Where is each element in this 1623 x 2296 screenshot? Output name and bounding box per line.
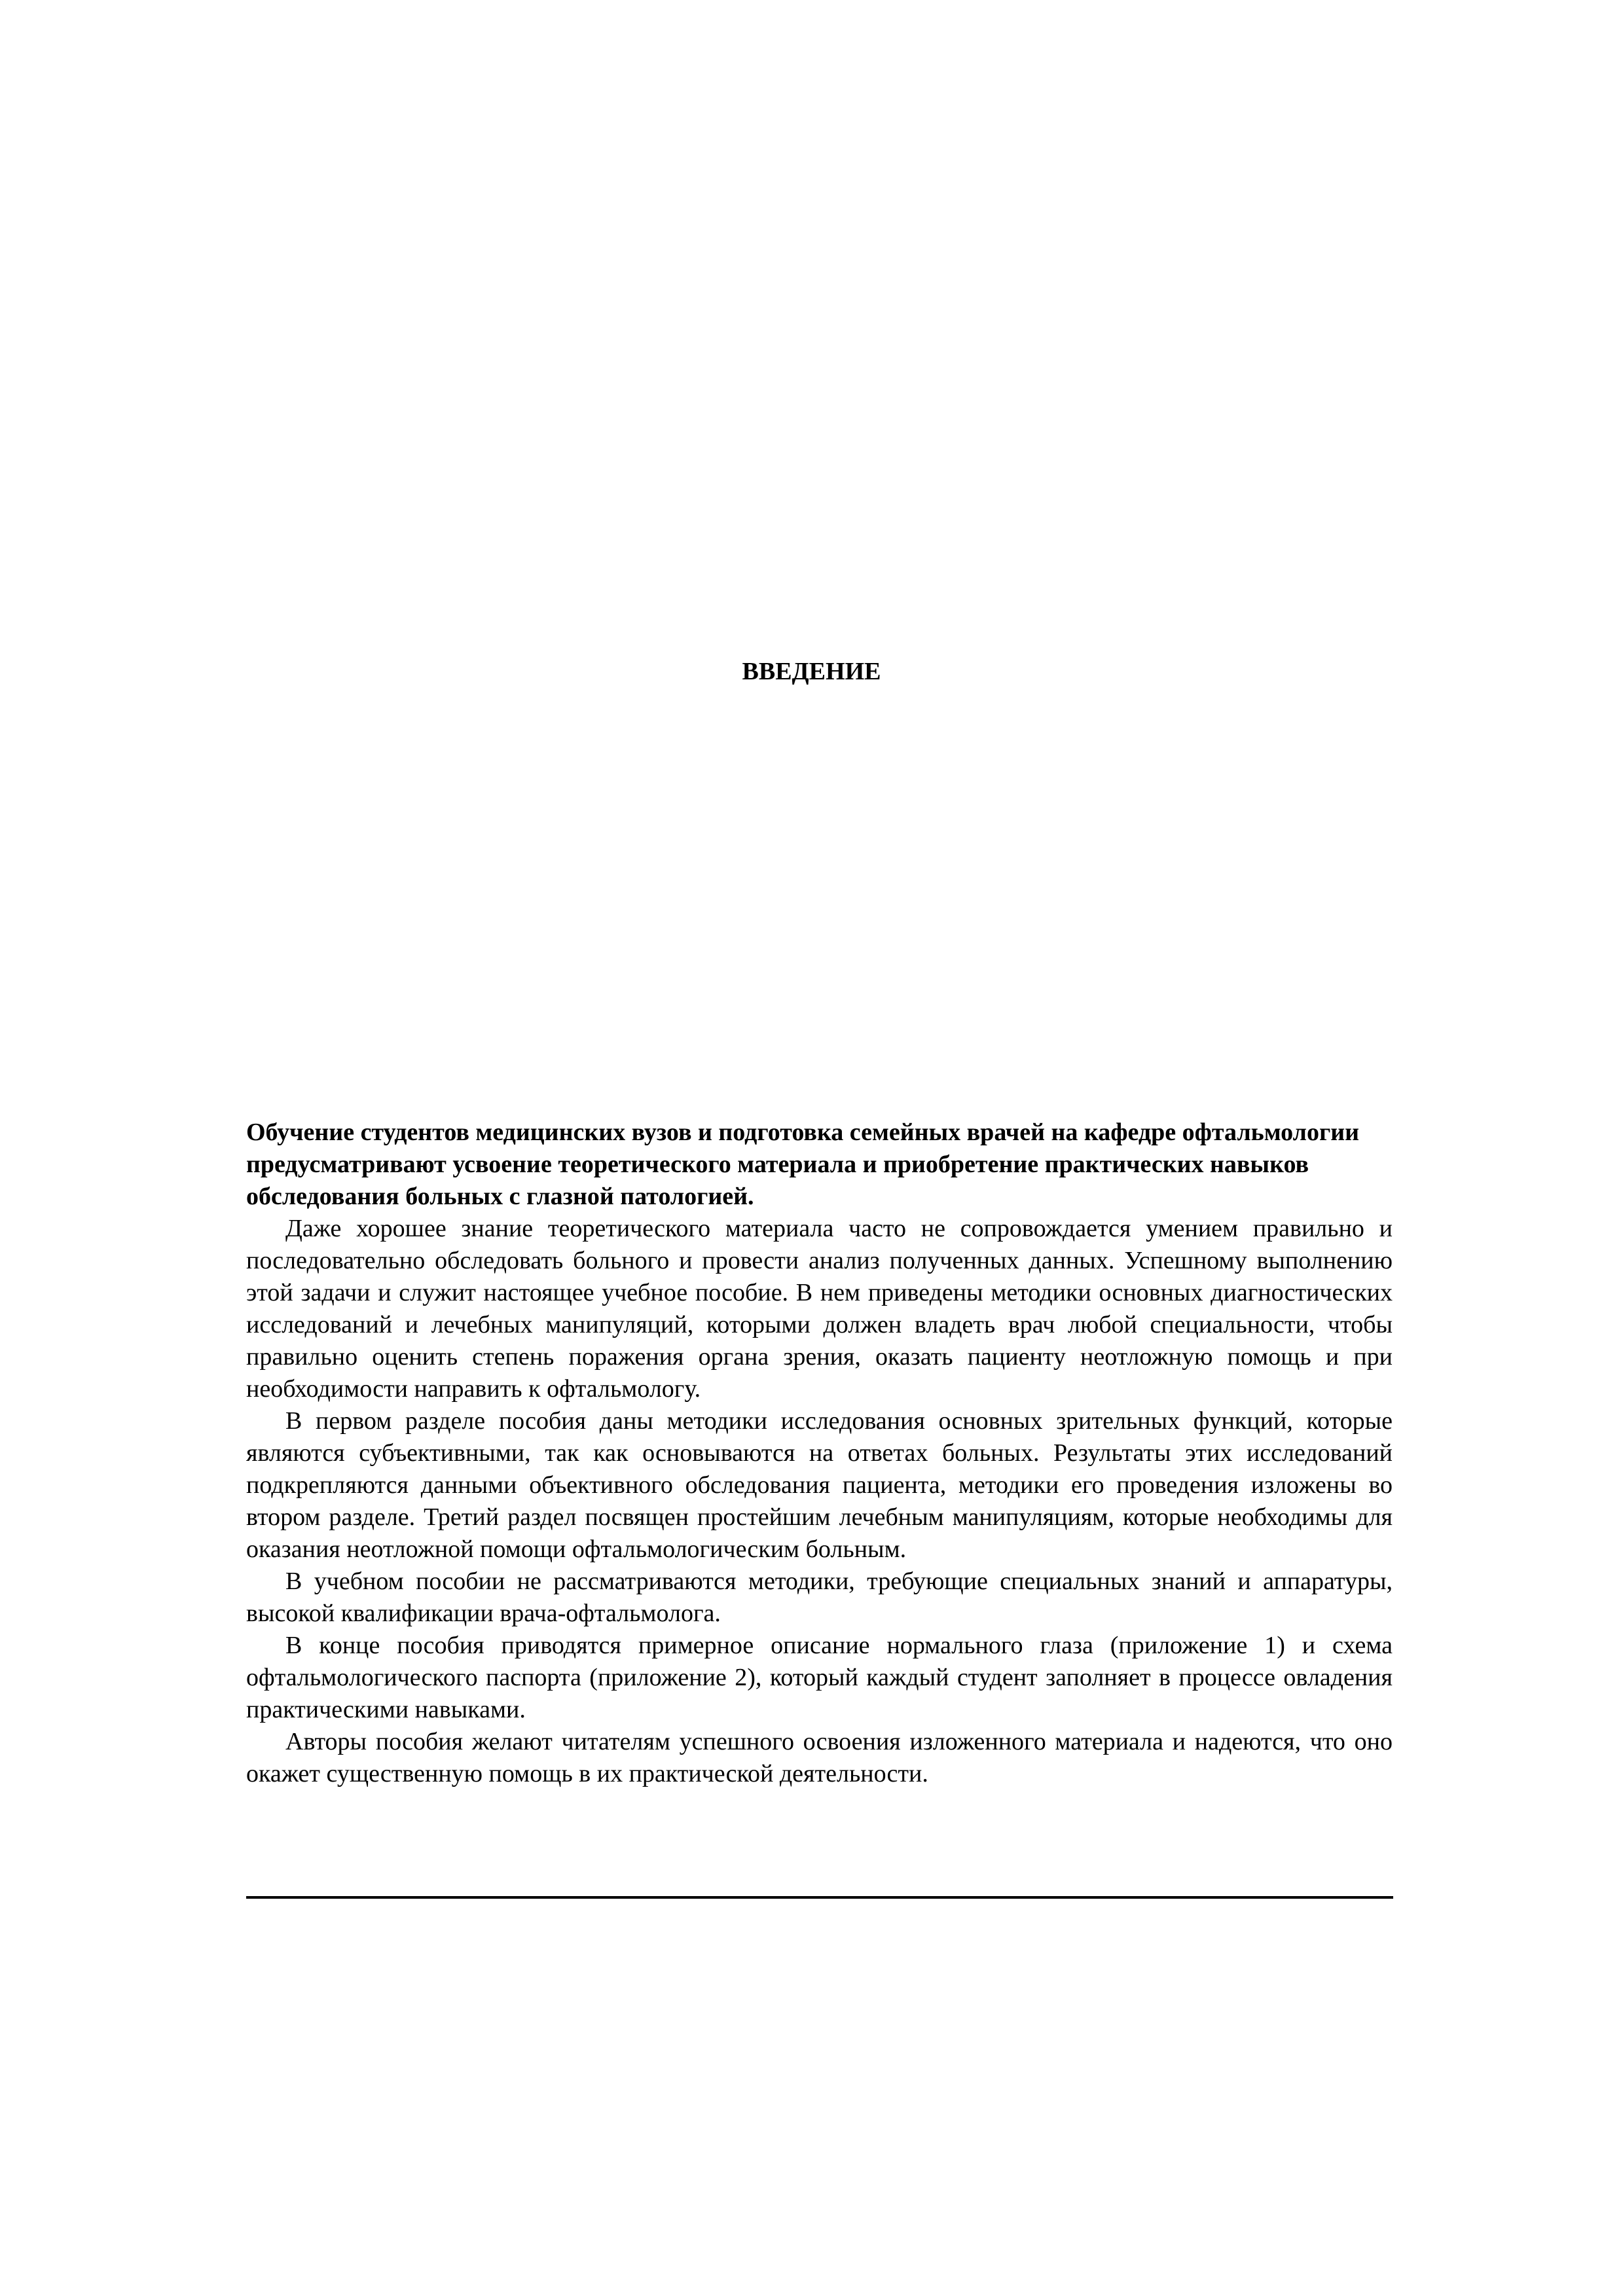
page-title: ВВЕДЕНИЕ — [742, 658, 881, 685]
paragraph-4: В конце пособия приводятся примерное описание нормального глаза (приложение 1) и схема офтальмологического паспорта (приложение 2), который каждый студент заполняет в процессе овладения практическими навыками. — [246, 1632, 1393, 1723]
paragraph-3: В учебном пособии не рассматриваются методики, требующие специальных знаний и аппаратуры, высокой квалификации врача-офтальмолога. — [246, 1568, 1393, 1627]
paragraph-5: Авторы пособия желают читателям успешного освоения изложенного материала и надеются, что оно окажет существенную помощь в их практической деятельности. — [246, 1728, 1393, 1787]
paragraph-2: В первом разделе пособия даны методики исследования основных зрительных функций, которые являются субъективными, так как основываются на ответах больных. Результаты этих исследований подкрепляются данными объективного обследования пациента, методики его проведения изложены во втором разделе. Третий раздел посвящен простейшим лечебным манипуляциям, которые необходимы для оказания неотложной помощи офтальмологическим больным. — [246, 1407, 1393, 1563]
paragraph-1: Даже хорошее знание теоретического материала часто не сопровождается умением правильно и последовательно обследовать больного и провести анализ полученных данных. Успешному выполнению этой задачи и служит настоящее учебное пособие. В нем приведены методики основных диагностических исследований и лечебных манипуляций, которыми должен владеть врач любой специальности, чтобы правильно оценить степень поражения органа зрения, оказать пациенту неотложную помощь и при необходимости направить к офтальмологу. — [246, 1215, 1393, 1403]
lead-paragraph: Обучение студентов медицинских вузов и подготовка семейных врачей на кафедре офтальмологии предусматривают усвоение теоретического материала и приобретение практических навыков обследования больных с глазной патологией. — [246, 1119, 1359, 1210]
bottom-divider — [246, 1896, 1393, 1899]
body-text — [246, 1117, 1393, 1790]
